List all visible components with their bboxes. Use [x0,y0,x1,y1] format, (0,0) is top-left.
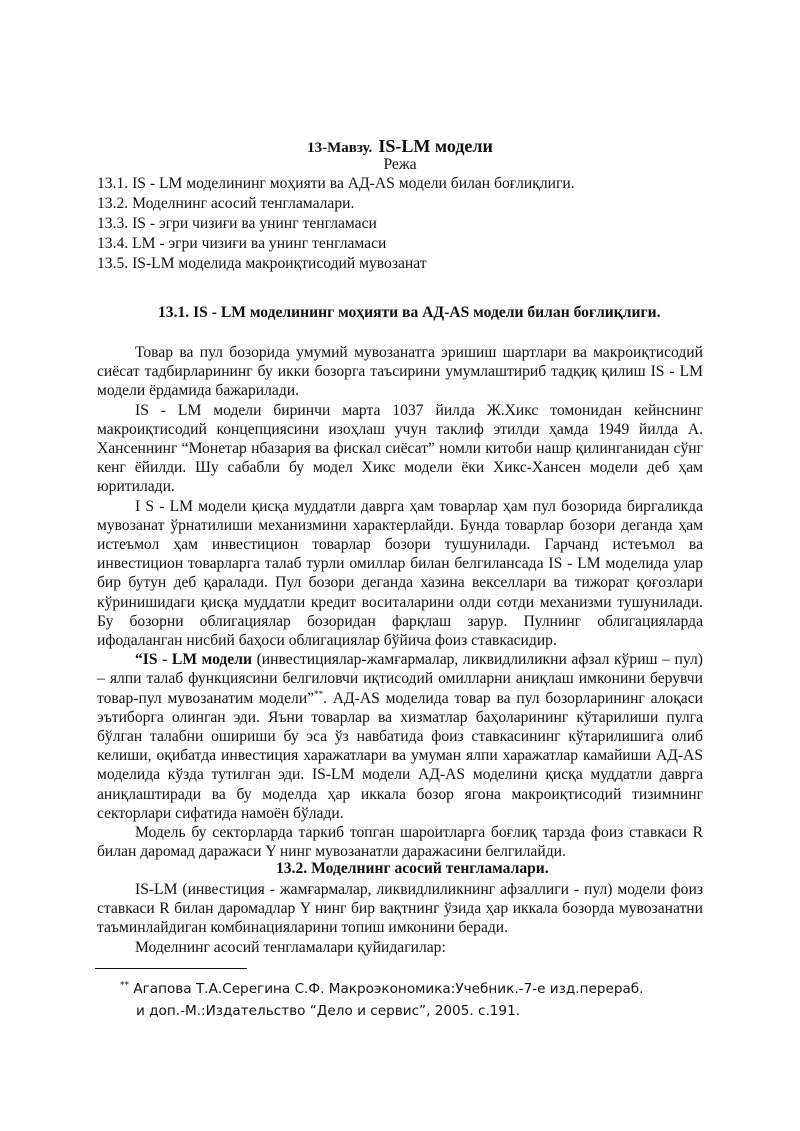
plan-item: 13.2. Моделнинг асосий тенгламалари. [97,195,355,212]
section-1-body [97,343,703,861]
paragraph-text: (инвестициялар-жамғармалар, ликвидлиликни афзал кўриш – пул) – ялпи талаб функциясини белгиловчи иқтисодий омилларни аниқлаш имконини берувчи товар-пул мувозанатим модели” [97,651,703,707]
section-1-title: 13.1. IS - LM моделининг моҳияти ва АД-AS модели билан боғлиқлиги. [158,304,661,321]
topic-heading [0,136,800,157]
paragraph: Моделнинг асосий тенгламалари қуйидагилар: [135,938,446,956]
paragraph: IS-LM (инвестиция - жамғармалар, ликвидлиликнинг афзаллиги - пул) модели фоиз ставкаси R билан даромадлар Y нинг бир вақтнинг ўзида ҳар иккала бозорда мувозанатни таъминлайдиган комбинацияларини топиш имконини беради. [97,881,703,937]
paragraph: Товар ва пул бозорида умумий мувозанатга эришиш шартлари ва макроиқтисодий сиёсат тадбирларининг бу икки бозорга таъсирини умумлаштириб тадқиқ қилиш IS - LM модели ёрдамида бажарилади. [97,344,703,400]
paragraph: IS - LM модели биринчи марта 1037 йилда Ж.Хикс томонидан кейнснинг макроиқтисодий концепциясини изоҳлаш учун таклиф этилди ҳамда 1949 йилда А. Хансеннинг “Монетар нбазария ва фискал сиёсат” номли китоби нашр қилинганидан сўнг кенг ёйилди. Шу сабабли бу модел Хикс модели ёки Хикс-Хансен модели деб ҳам юритилади. [97,401,703,496]
footnote [120,978,740,1022]
paragraph: I S - LM модели қисқа муддатли даврга ҳам товарлар ҳам пул бозорида биргаликда мувозанат ўрнатилиши механизмини характерлайди. Бунда товарлар бозори деганда ҳам истеъмол ҳам инвестицион товарлар бозори тушунилади. Гарчанд истеъмол ва инвестицион товарларга талаб турли омиллар билан белгилансада IS - LM моделида улар бир бутун деб қаралади. Пул бозори деганда хазина векселлари ва тижорат қоғозлари кўринишидаги қисқа муддатли кредит воситаларини олди сотди механизми тушунилади. Бу бозорни облигациялар бозоридан фарқлаш зарур. Пулнинг облигацияларда ифодаланган нисбий баҳоси облигациялар бўйича фоиз ставкасидир. [97,497,703,650]
footnote-line [120,978,740,1000]
footnote-line: и доп.-М.:Издательство “Дело и сервис”, 2005. с.191. [136,1003,521,1019]
paragraph: Модель бу секторларда таркиб топган шароитларга боғлиқ тарзда фоиз ставкаси R билан даромад даражаси Y нинг мувозанатли даражасини белгилайди. [97,824,703,861]
footnote-mark: ** [120,980,129,991]
section-2-title: 13.2. Моделнинг асосий тенгламалари. [276,860,549,877]
term-bold: “IS - LM модели [135,651,252,669]
plan-item: 13.1. IS - LM моделининг моҳияти ва АД-AS модели билан боғлиқлиги. [97,175,575,192]
paragraph [97,650,703,823]
plan-item: 13.5. IS-LM моделида макроиқтисодий мувозанат [97,255,427,272]
paragraph-text: . АД-AS моделида товар ва пул бозорларининг алоқаси эътиборга олинган эди. Яъни товарлар ва хизматлар баҳоларининг кўтарилиши пулга бўлган талабни ошириши бу эса ўз навбатида фоиз ставкасининг кўтарилишига олиб келиши, оқибатда инвестиция харажатлари ва умуман ялпи харажатлар камайиши АД-AS моделида кўзда тутилган эди. IS-LM модели АД-AS моделини қисқа муддатли даврга аниқлаштиради ва бу моделда ҳар иккала бозор ягона макроиқтисодий тизимнинг секторлари сифатида намоён бўлади. [97,689,703,822]
footnote-text: Агапова Т.А.Серегина С.Ф. Макроэкономика:Учебник.-7-е изд.перераб. [129,981,644,997]
footnote-ref: ** [314,688,324,699]
section-2-body [97,880,703,957]
plan-list [97,174,717,274]
plan-item: 13.3. IS - эгри чизиғи ва унинг тенгламаси [97,215,377,232]
plan-item: 13.4. LM - эгри чизиғи ва унинг тенгламаси [97,235,387,252]
footnote-separator [95,968,247,969]
topic-number: 13-Мавзу. [307,140,373,156]
topic-title: IS-LM модели [378,136,493,156]
plan-heading: Режа [383,156,417,173]
